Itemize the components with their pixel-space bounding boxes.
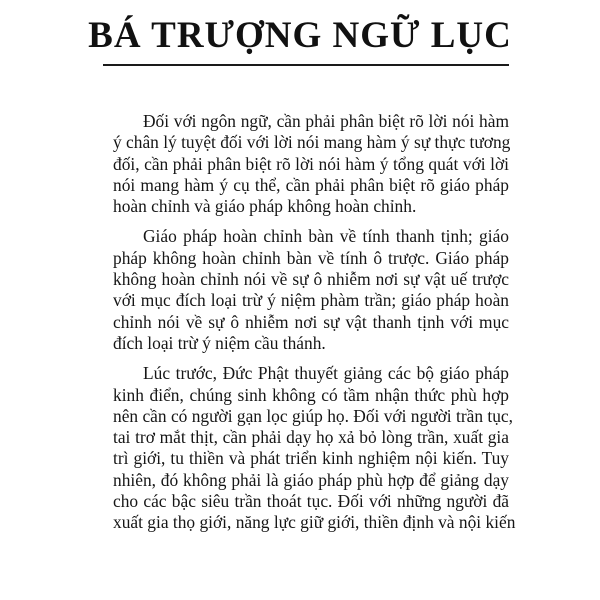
text-line: trì giới, tu thiền và phát triển kinh nghiệm nội kiến. Tuy [113,448,509,469]
text-line: nên cần có người gạn lọc giúp họ. Đối với người trần tục, [113,405,513,426]
page-title: BÁ TRƯỢNG NGỮ LỤC [88,15,512,56]
text-line: cho các bậc siêu trần thoát tục. Đối với những người đã [113,491,509,512]
text-line: đối, cần phải phân biệt rõ lời nói hàm ý tổng quát với lời [113,153,509,174]
text-line: kinh điển, chúng sinh không có tầm nhận thức phù hợp [113,384,509,405]
text-line: tai trơ mắt thịt, cần phải dạy họ xả bỏ lòng trần, xuất gia [113,427,509,448]
text-line: hoàn chỉnh và giáo pháp không hoàn chỉnh. [113,196,417,217]
body-text [113,111,516,543]
text-line: nói mang hàm ý cụ thể, cần phải phân biệt rõ giáo pháp [113,174,509,195]
text-line: đích loại trừ ý niệm cầu thánh. [113,332,326,353]
text-line: với mục đích loại trừ ý niệm phàm trần; giáo pháp hoàn [113,290,509,311]
text-line: Giáo pháp hoàn chỉnh bàn về tính thanh tịnh; giáo [143,226,509,247]
text-line: Đối với ngôn ngữ, cần phải phân biệt rõ lời nói hàm [143,111,509,131]
text-line: nhiên, đó không phải là giáo pháp phù hợp để giảng dạy [113,469,509,490]
text-line: chỉnh nói về sự ô nhiễm nơi sự vật thanh tịnh với mục [113,311,509,332]
text-line: ý chân lý tuyệt đối với lời nói mang hàm ý sự thực tương [113,132,511,153]
paragraph-2 [113,226,509,354]
text-line: không hoàn chỉnh nói về sự ô nhiễm nơi sự vật uế trược [113,269,509,290]
text-line: pháp không hoàn chỉnh bàn về tính ô trược. Giáo pháp [113,247,509,268]
paragraph-1 [113,111,509,217]
paragraph-3 [113,363,516,533]
text-line: Lúc trước, Đức Phật thuyết giảng các bộ giáo pháp [143,363,509,384]
title-underline [103,64,509,66]
text-line: xuất gia thọ giới, năng lực giữ giới, thiền định và nội kiến [113,512,516,533]
